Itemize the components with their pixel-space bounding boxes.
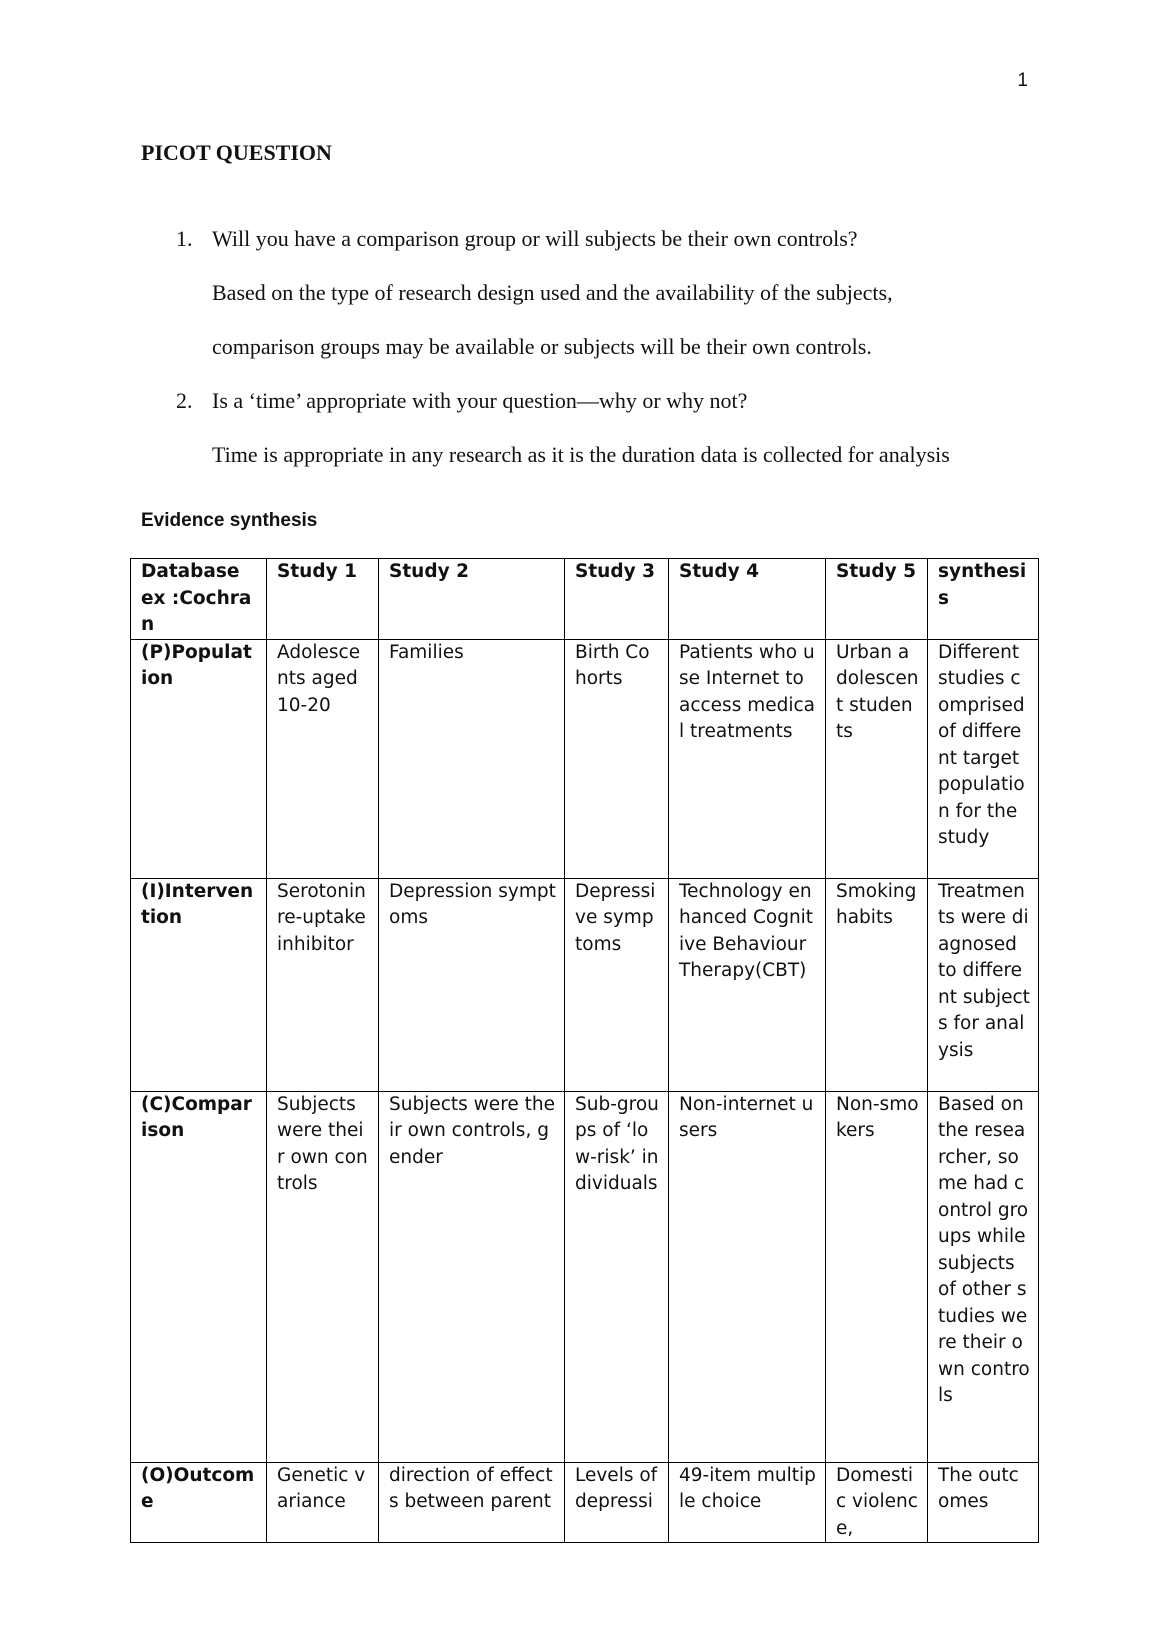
table-cell: Treatments were diagnosed to different subjects for analysis [928,878,1039,1091]
table-cell: Depression symptoms [379,878,565,1091]
header-cell: Study 1 [267,559,379,640]
table-cell: direction of effects between parent [379,1462,565,1543]
table-cell: Sub-groups of ‘low-risk’ individuals [565,1091,669,1462]
table-cell: Non-internet users [669,1091,826,1462]
table-row [131,1462,1039,1543]
header-cell: Study 2 [379,559,565,640]
table-cell: Serotonin re-uptake inhibitor [267,878,379,1091]
table-cell: Levels of depressi [565,1462,669,1543]
table-cell: The outcomes [928,1462,1039,1543]
row-label-cell: (P)Population [131,639,267,878]
table-cell: Patients who use Internet to access medical treatments [669,639,826,878]
table-cell: Adolescents aged 10-20 [267,639,379,878]
header-cell: Study 3 [565,559,669,640]
header-cell: synthesis [928,559,1039,640]
table-cell: Technology enhanced Cognitive Behaviour Therapy(CBT) [669,878,826,1091]
table-row [131,1091,1039,1462]
question-item [176,374,1056,428]
table-cell: Based on the researcher, some had control groups while subjects of other studies were their own controls [928,1091,1039,1462]
answer-line: Based on the type of research design used and the availability of the subjects, [212,280,893,305]
table-cell: 49-item multiple choice [669,1462,826,1543]
table-cell: Smoking habits [826,878,928,1091]
row-label-cell: (O)Outcome [131,1462,267,1543]
answer-line: comparison groups may be available or subjects will be their own controls. [212,334,872,359]
table-header-row [131,559,1039,640]
question-number: 2. [176,388,193,413]
table-cell: Urban adolescent students [826,639,928,878]
table-cell: Families [379,639,565,878]
table-cell: Birth Cohorts [565,639,669,878]
row-label-cell: (C)Comparison [131,1091,267,1462]
section-heading: Evidence synthesis [141,510,318,531]
question-number: 1. [176,226,193,251]
table-cell: Domestic violence, [826,1462,928,1543]
table-cell: Subjects were their own controls [267,1091,379,1462]
table-cell: Depressive symptoms [565,878,669,1091]
page-number: 1 [1017,70,1028,91]
header-cell: Study 5 [826,559,928,640]
row-label-cell: (I)Intervention [131,878,267,1091]
table-row [131,639,1039,878]
table-cell: Different studies comprised of different target population for the study [928,639,1039,878]
table-cell: Non-smokers [826,1091,928,1462]
question-list [176,212,1056,482]
header-cell: Study 4 [669,559,826,640]
question-text: Will you have a comparison group or will subjects be their own controls? [212,226,858,251]
page-title: PICOT QUESTION [141,140,332,165]
question-item [176,212,1056,266]
table-cell: Genetic variance [267,1462,379,1543]
table-cell: Subjects were their own controls, gender [379,1091,565,1462]
answer-line: Time is appropriate in any research as it is the duration data is collected for analysis [212,442,950,467]
header-cell: Database ex :Cochran [131,559,267,640]
table-row [131,878,1039,1091]
evidence-synthesis-table [130,558,1039,1543]
question-text: Is a ‘time’ appropriate with your question—why or why not? [212,388,748,413]
